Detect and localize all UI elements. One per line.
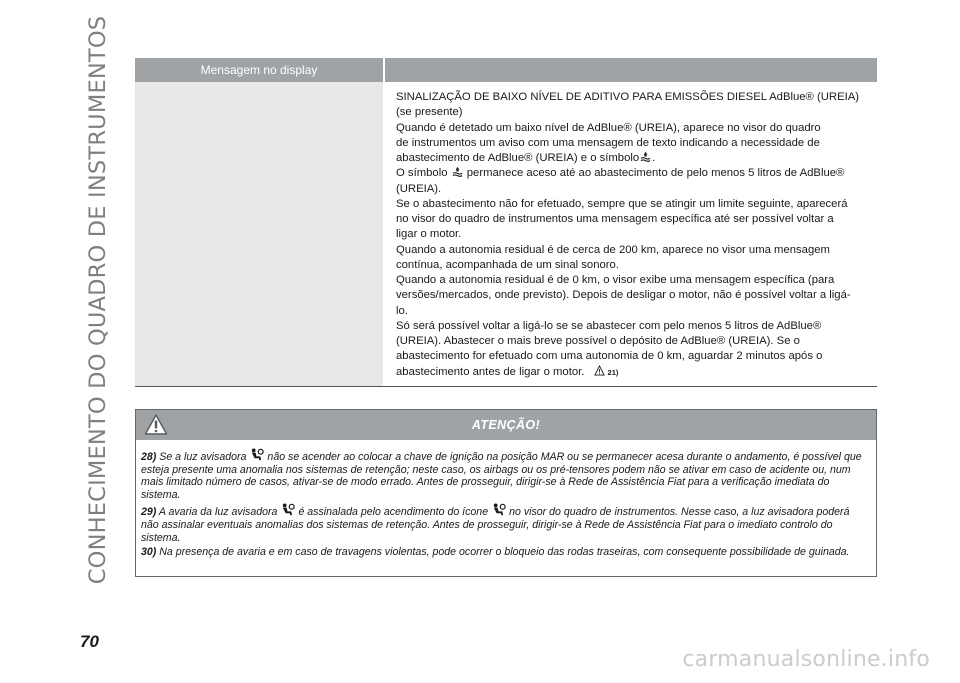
text-span: O símbolo	[396, 167, 448, 180]
note-number: 28)	[141, 451, 157, 463]
table-header	[135, 58, 877, 82]
warning-note	[141, 503, 869, 544]
chapter-side-title	[78, 15, 118, 585]
text-line: (UREIA). Abastecer o mais breve possível o depósito de AdBlue® (UREIA). Se o	[396, 335, 800, 347]
adblue-fluid-icon	[640, 151, 651, 162]
watermark: carmanualsonline.info	[682, 647, 930, 672]
table-row	[135, 82, 877, 387]
text-line: no visor do quadro de instrumentos uma mensagem específica até ser possível voltar a	[396, 213, 834, 225]
text-span: permanece aceso até ao abastecimento de pelo menos 5 litros de AdBlue®	[466, 167, 845, 180]
warning-triangle-icon	[594, 365, 605, 376]
warning-box	[135, 409, 877, 577]
text-line: Quando é detetado um baixo nível de AdBlue® (UREIA), aparece no visor do quadro	[396, 121, 821, 134]
display-message-table	[135, 58, 877, 387]
display-message-cell	[135, 82, 383, 386]
text-line: versões/mercados, onde previsto). Depois de desligar o motor, não é possível voltar a ligá-	[396, 289, 851, 302]
warning-note	[141, 448, 869, 501]
text-line: (se presente)	[396, 106, 463, 119]
warning-body	[136, 440, 876, 559]
warning-header	[136, 410, 876, 440]
note-text: não se acender ao colocar a chave de ignição na posição MAR ou se permanecer acesa durante o andamento, é possível que esteja presente uma anomalia nos sistemas de retenção; neste caso, os airbags ou os pré-tensores podem não se ativar em caso de acidente ou, num mais limitado número de casos, ativar-se de modo errado. Antes de prosseguir, dirigir-se à Rede de Assistência Fiat para a verificação imediata do sistema.	[141, 451, 862, 501]
adblue-fluid-icon	[452, 166, 463, 177]
chapter-title-text: CONHECIMENTO DO QUADRO DE INSTRUMENTOS	[85, 15, 111, 585]
text-line: SINALIZAÇÃO DE BAIXO NÍVEL DE ADITIVO PARA EMISSÕES DIESEL AdBlue® (UREIA)	[396, 91, 860, 103]
footnote-ref[interactable]: 21)	[607, 367, 619, 377]
description-cell	[385, 82, 877, 386]
text-line: Quando a autonomia residual é de 0 km, o visor exibe uma mensagem específica (para	[396, 274, 835, 286]
airbag-seat-icon	[249, 448, 264, 462]
text-line: contínua, acompanhada de um sinal sonoro.	[396, 258, 619, 271]
text-span: abastecimento de AdBlue® (UREIA) e o símbolo	[396, 152, 640, 164]
header-description	[385, 58, 877, 82]
text-line	[396, 365, 871, 380]
note-number: 29)	[141, 506, 157, 519]
header-message-display: Mensagem no display	[135, 58, 383, 82]
warning-triangle-icon	[144, 413, 168, 436]
text-line: abastecimento for efetuado com uma autonomia de 0 km, aguardar 2 minutos após o	[396, 350, 823, 363]
text-line: Quando a autonomia residual é de cerca de 200 km, aparece no visor uma mensagem	[396, 243, 830, 256]
text-line: lo.	[396, 304, 408, 317]
note-number: 30)	[141, 546, 157, 559]
text-line: (UREIA).	[396, 182, 442, 195]
warning-title: ATENÇÃO!	[471, 418, 541, 432]
text-line: ligar o motor.	[396, 228, 462, 241]
text-line	[396, 166, 871, 181]
airbag-seat-icon	[280, 503, 295, 517]
text-line: de instrumentos um aviso com uma mensagem de texto indicando a necessidade de	[396, 136, 820, 149]
note-text: no visor do quadro de instrumentos. Nesse caso, a luz avisadora poderá não assinalar eventuais anomalias dos sistemas de retenção. Antes de prosseguir, dirigir-se à Rede de Assistência Fiat para o imediato controlo do sistema.	[141, 506, 850, 544]
text-span: abastecimento antes de ligar o motor.	[396, 365, 585, 378]
text-line: Só será possível voltar a ligá-lo se se abastecer com pelo menos 5 litros de AdBlue®	[396, 319, 822, 332]
page-number: 70	[80, 632, 99, 651]
note-text: A avaria da luz avisadora	[158, 506, 278, 519]
note-text: Na presença de avaria e em caso de travagens violentas, pode ocorrer o bloqueio das rodas traseiras, com consequente possibilidade de guinada.	[159, 546, 850, 559]
warning-note	[141, 546, 869, 559]
text-line: Se o abastecimento não for efetuado, sempre que se atingir um limite seguinte, aparecerá	[396, 197, 848, 210]
note-text: Se a luz avisadora	[159, 451, 247, 463]
text-line: abastecimento de AdBlue® (UREIA) e o símbolo .	[396, 152, 656, 164]
note-text: é assinalada pelo acendimento do ícone	[298, 506, 489, 519]
airbag-seat-icon	[491, 503, 506, 517]
